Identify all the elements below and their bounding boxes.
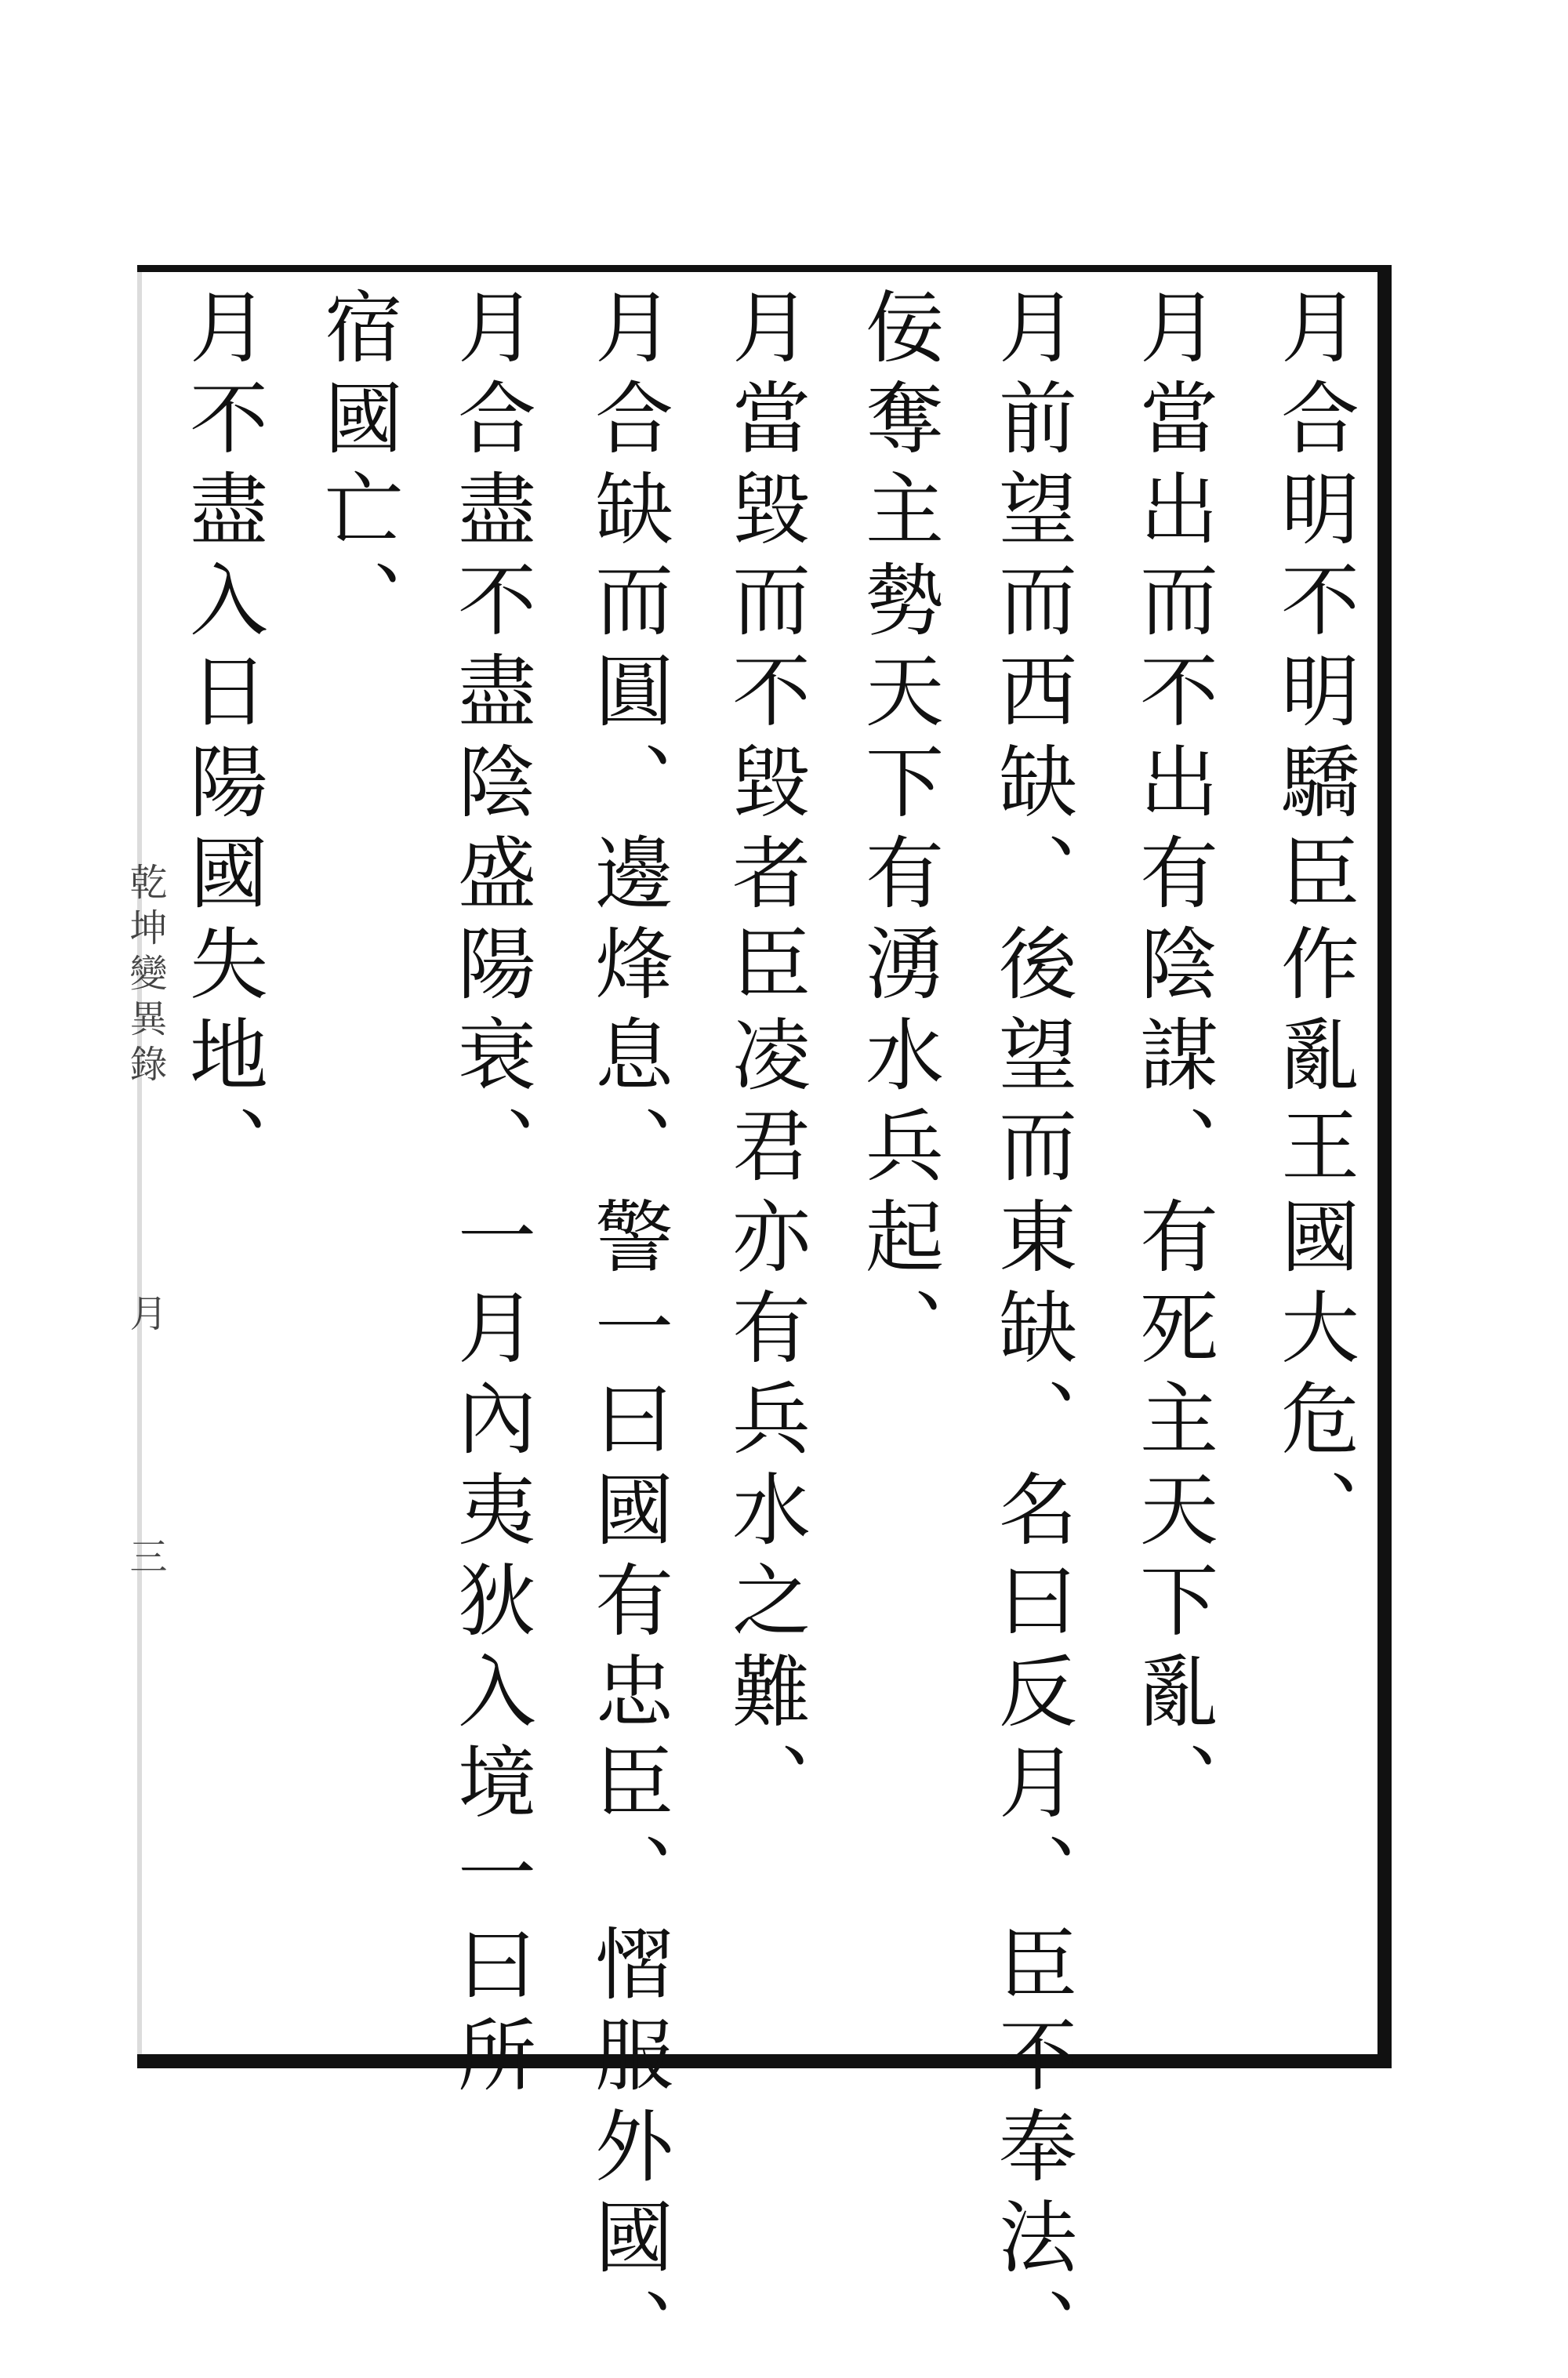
text-column-9: 月不盡入日陽國失地、 <box>176 286 268 1196</box>
text-column-5: 月當毀而不毀者臣凌君亦有兵水之難、 <box>719 286 811 1832</box>
text-column-7: 月合盡不盡陰盛陽衰、一月內夷狄入境一曰所 <box>445 286 536 2105</box>
text-column-4: 佞奪主勢天下有湧水兵起、 <box>852 286 944 1378</box>
margin-section: 月 <box>123 1294 167 1339</box>
text-column-2: 月當出而不出有陰謀、有死主天下亂、 <box>1127 286 1218 1832</box>
margin-title: 乾坤變異錄 <box>123 862 167 1090</box>
text-column-6: 月合缺而圓、邊烽息、警一曰國有忠臣、慴服外國、 <box>582 286 673 2378</box>
text-column-3: 月前望而西缺、後望而東缺、名曰反月、臣不奉法、 <box>985 286 1077 2378</box>
margin-leaf-number: 三 <box>123 1537 167 1582</box>
text-column-1: 月合明不明驕臣作亂王國大危、 <box>1268 286 1359 1559</box>
text-column-8: 宿國亡、 <box>311 286 403 650</box>
